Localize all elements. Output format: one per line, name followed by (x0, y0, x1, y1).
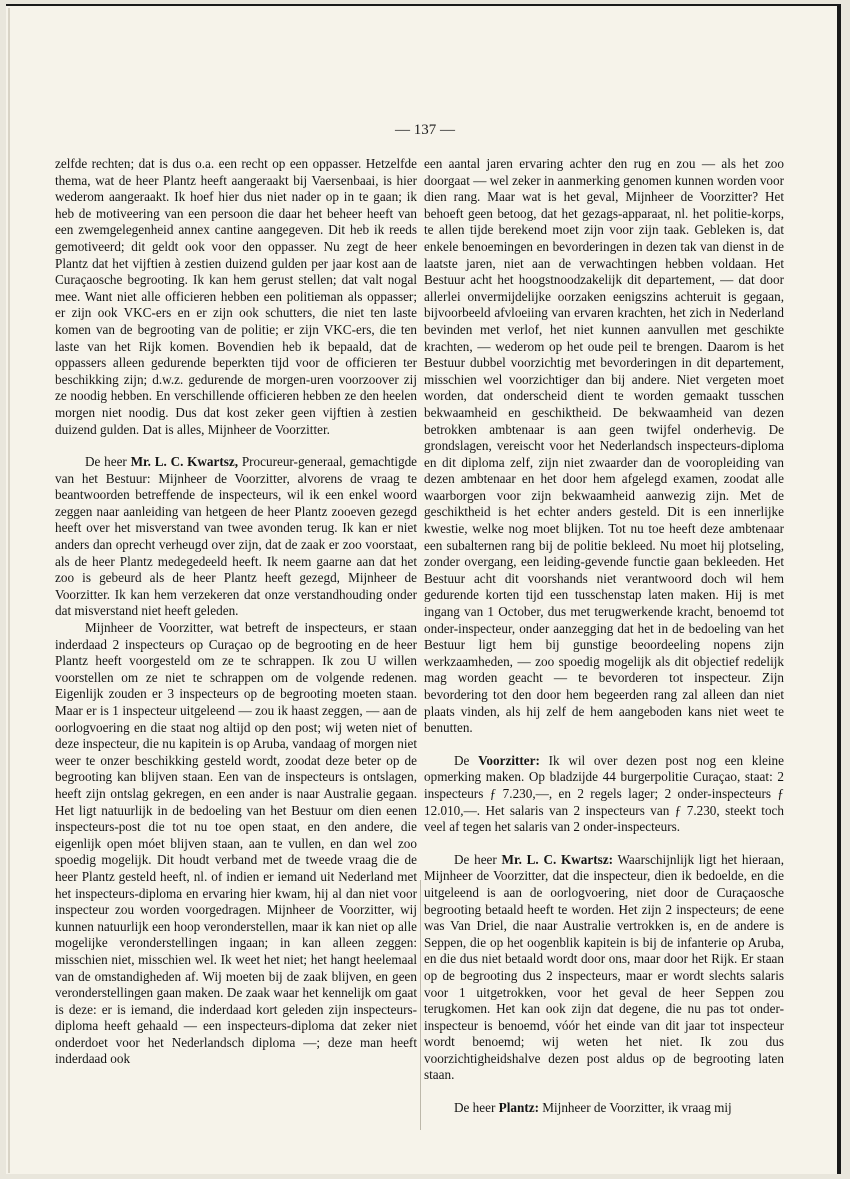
paragraph: Mijnheer de Voorzitter, wat betreft de inspecteurs, er staan inderdaad 2 inspecteurs op Curaçao op de begrooting en de heer Plantz heeft voorgesteld om ze te schrappen. Ik zou U willen voorstellen om ze niet te schrappen om de volgende redenen. Eigenlijk zouden er 3 inspecteurs op de begrooting moeten staan. Maar er is 1 inspecteur uitgeleend — zou ik haast zeggen, — aan de oorlogvoering en die staat nog altijd op den post; wij weten niet of deze inspecteur, die nu kapitein is op Aruba, vandaag of morgen niet weer te onzer beschikking gesteld wordt, zoodat deze beter op de begrooting kan blijven staan. Een van de inspecteurs is ontslagen, heeft zijn ontslag gekregen, en een ander is naar Australie gegaan. Het ligt natuurlijk in de bedoeling van het Bestuur om dien eenen inspecteurs-post die tot nu toe open staat, en den andere, die eigenlijk open móet blijven staan, aan te vullen, en dan wel zoo spoedig mogelijk. Dit houdt verband met de tweede vraag die de heer Plantz gesteld heeft, nl. of indien er iemand uit Nederland met het inspecteurs-diploma en ervaring hier kwam, hij al dan niet voor inspecteur zou worden voorgedragen. Mijnheer de Voorzitter, wij kunnen natuurlijk een hoop veronderstellen, maar ik kan niet op alle mogelijke veronderstellingen ingaan; in kan alleen zeggen: misschien niet, misschien wel. Ik weet het niet; het hangt heelemaal van de omstandigheden af. Wij moeten bij de zaak blijven, en geen veronderstellingen gaan maken. De zaak waar het kennelijk om gaat is deze: er is iemand, die inderdaad kort geleden zijn inspecteurs-diploma heeft gehaald — een inspecteurs-diploma dat zeker niet onderdoet voor het Nederlandsch diploma —; deze man heeft inderdaad ook (55, 620, 417, 1067)
paragraph-text: Procureur-generaal, gemachtigde van het Bestuur: Mijnheer de Voorzitter, alvorens de vraag te beantwoorden betreffende de inspecteurs, wil ik een enkel woord zeggen naar aanleiding van hetgeen de heer Plantz zooeven gezegd heeft over het misverstand van twee avonden terug. Ik kan er niet anders dan oprecht verheugd over zijn, dat de zaak er zoo voorstaat, als de heer Plantz medegedeeld heeft. Ik neem gaarne aan dat het zoo is gebeurd als de heer Plantz heeft gezegd, Mijnheer de Voorzitter. Ik kan hem verzekeren dat onze verstandhouding onder dat misverstand niet heeft geleden. (55, 454, 418, 619)
speaker-prefix: De (454, 752, 470, 768)
paragraph (424, 1100, 784, 1117)
speaker-name: Voorzitter: (478, 752, 540, 768)
column-divider (420, 880, 421, 1130)
paragraph-text: Waarschijnlijk ligt het hieraan, Mijnheer de Voorzitter, dat die inspecteur, dien ik bedoelde, en die uitgeleend is aan de oorlogvoering, niet door de Curaçaosche begrooting betaald heeft te worden. Het zijn 2 inspecteurs; de eene was Van Driel, die naar Australie vertrokken is, en de andere is Seppen, die op het oogenblik kapitein is bij de infanterie op Aruba, en die dus niet betaald wordt door ons, maar door het Rijk. Er staan op de begrooting dus 2 inspecteurs, maar er wordt slechts salaris voor 1 uitgetrokken, voor het geval de heer Seppen zou terugkomen. Het kan ook zijn dat degene, die nu pas tot onder-inspecteur is benoemd, vóór het einde van dit jaar tot inspecteur wordt benoemd; wij weten het niet. Ik zou dus voorzichtigheidshalve dezen post aldus op de begrooting laten staan. (424, 851, 785, 1083)
right-column (424, 156, 784, 1117)
paragraph (55, 454, 417, 620)
speaker-prefix: De heer (454, 851, 497, 867)
paragraph-text: Mijnheer de Voorzitter, ik vraag mij (542, 1100, 732, 1116)
paragraph-text: Ik wil over dezen post nog een kleine opmerking maken. Op bladzijde 44 burgerpolitie Curaçao, staat: 2 inspecteurs ƒ 7.230,—, en 2 regels lager; 2 onder-inspecteurs ƒ 12.010,—. Het salaris van 2 inspecteurs van ƒ 7.230, steekt toch veel af tegen het salaris van 2 onder-inspecteurs. (424, 752, 785, 835)
left-column (55, 156, 417, 1068)
paragraph (424, 753, 784, 836)
scan-edge (8, 8, 10, 1173)
page-number: — 137 — (395, 122, 455, 138)
paragraph: zelfde rechten; dat is dus o.a. een recht op een oppasser. Hetzelfde thema, wat de heer Plantz heeft aangeraakt bij Vaersenbaai, is hier wederom aangeraakt. Ik hoef hier dus niet nader op in te gaan; ik heb de motiveering van een persoon die daar het beheer heeft van een zwemgelegenheid annex cantine aangegeven. Dit heb ik reeds gemotiveerd; dit geldt ook voor den oppasser. Nu zegt de heer Plantz dat het vijftien à zestien duizend gulden per jaar kost aan de Curaçaosche begrooting. Ik kan hem gerust stellen; dat valt nogal mee. Want niet alle officieren hebben een politieman als oppasser; er zijn ook VKC-ers en er zijn ook schutters, die niet ten laste komen van de begrooting van de politie; er zijn VKC-ers, die ten laste van het Rijk komen. Bovendien heb ik bepaald, dat de oppassers alleen gedurende beperkten tijd voor de officieren ter beschikking zijn; d.w.z. gedurende de morgen-uren voorzoover zij ze noodig hebben. En verschillende officieren hebben ze den heelen morgen niet noodig. Dus dat kost zeker geen vijftien à zestien duizend gulden. Dat is alles, Mijnheer de Voorzitter. (55, 156, 417, 437)
speaker-prefix: De heer (85, 454, 127, 470)
speaker-name: Mr. L. C. Kwartsz, (130, 454, 239, 470)
speaker-name: Mr. L. C. Kwartsz: (501, 851, 613, 867)
paragraph: een aantal jaren ervaring achter den rug en zou — als het zoo doorgaat — wel zeker in aanmerking genomen kunnen worden voor dien rang. Maar wat is het geval, Mijnheer de Voorzitter? Het behoeft geen betoog, dat het gezags-apparaat, nl. het politie-korps, te allen tijde berekend moet zijn voor zijn taak. Gebleken is, dat enkele benoemingen en bevorderingen in dezen tak van dienst in de laatste jaren, niet aan de verwachtingen hebben voldaan. Het Bestuur acht het hoogstnoodzakelijk dit departement, — dat door allerlei onvermijdelijke oorzaken eenigszins achteruit is gegaan, bijvoorbeeld afvloeiing van ervaren krachten, het zich in Nederland bevinden met verlof, het niet kunnen aanvullen met geschikte krachten, — wederom op het oude peil te brengen. Daarom is het Bestuur dubbel voorzichtig met bevorderingen in dit departement, misschien wel voorzichtiger dan bij andere. Niet vergeten moet worden, dat onderscheid dient te worden gemaakt tusschen bekwaamheid en geschiktheid. De bekwaamheid van dezen betrokken ambtenaar is aan geen twijfel onderhevig. De grondslagen, vereischt voor het Nederlandsch inspecteurs-diploma en dit diploma zelf, zijn niet zwaarder dan de vooropleiding van dezen ambtenaar en het door hem afgelegd examen, zoodat alle waarborgen voor zijn bekwaamheid aanwezig zijn. Met de geschiktheid is het echter anders gesteld. Dit is een innerlijke kwestie, welke nog moet blijken. Tot nu toe heeft deze ambtenaar een subalternen rang bij de politie bekleed. Nu moet hij plotseling, zonder overgang, een leiding-gevende functie gaan bekleeden. Het Bestuur acht dit voorshands niet verantwoord doch wil hem gedurende korten tijd een tusschenstap laten maken. Hij is met ingang van 1 October, dus met terugwerkende kracht, benoemd tot onder-inspecteur, onder aanzegging dat het in de bedoeling van het Bestuur ligt hem bij gunstige beoordeeling nopens zijn werkzaamheden, — zoo spoedig mogelijk als dit objectief redelijk mag worden geacht — te bevorderen tot inspecteur. Zijn bevordering tot den door hem begeerden rang zal alleen dan niet plaats vinden, als hij zelf de hem aangeboden kans niet weet te benutten. (424, 156, 784, 736)
speaker-prefix: De heer (454, 1100, 496, 1116)
speaker-name: Plantz: (498, 1100, 539, 1116)
paragraph (424, 852, 784, 1084)
